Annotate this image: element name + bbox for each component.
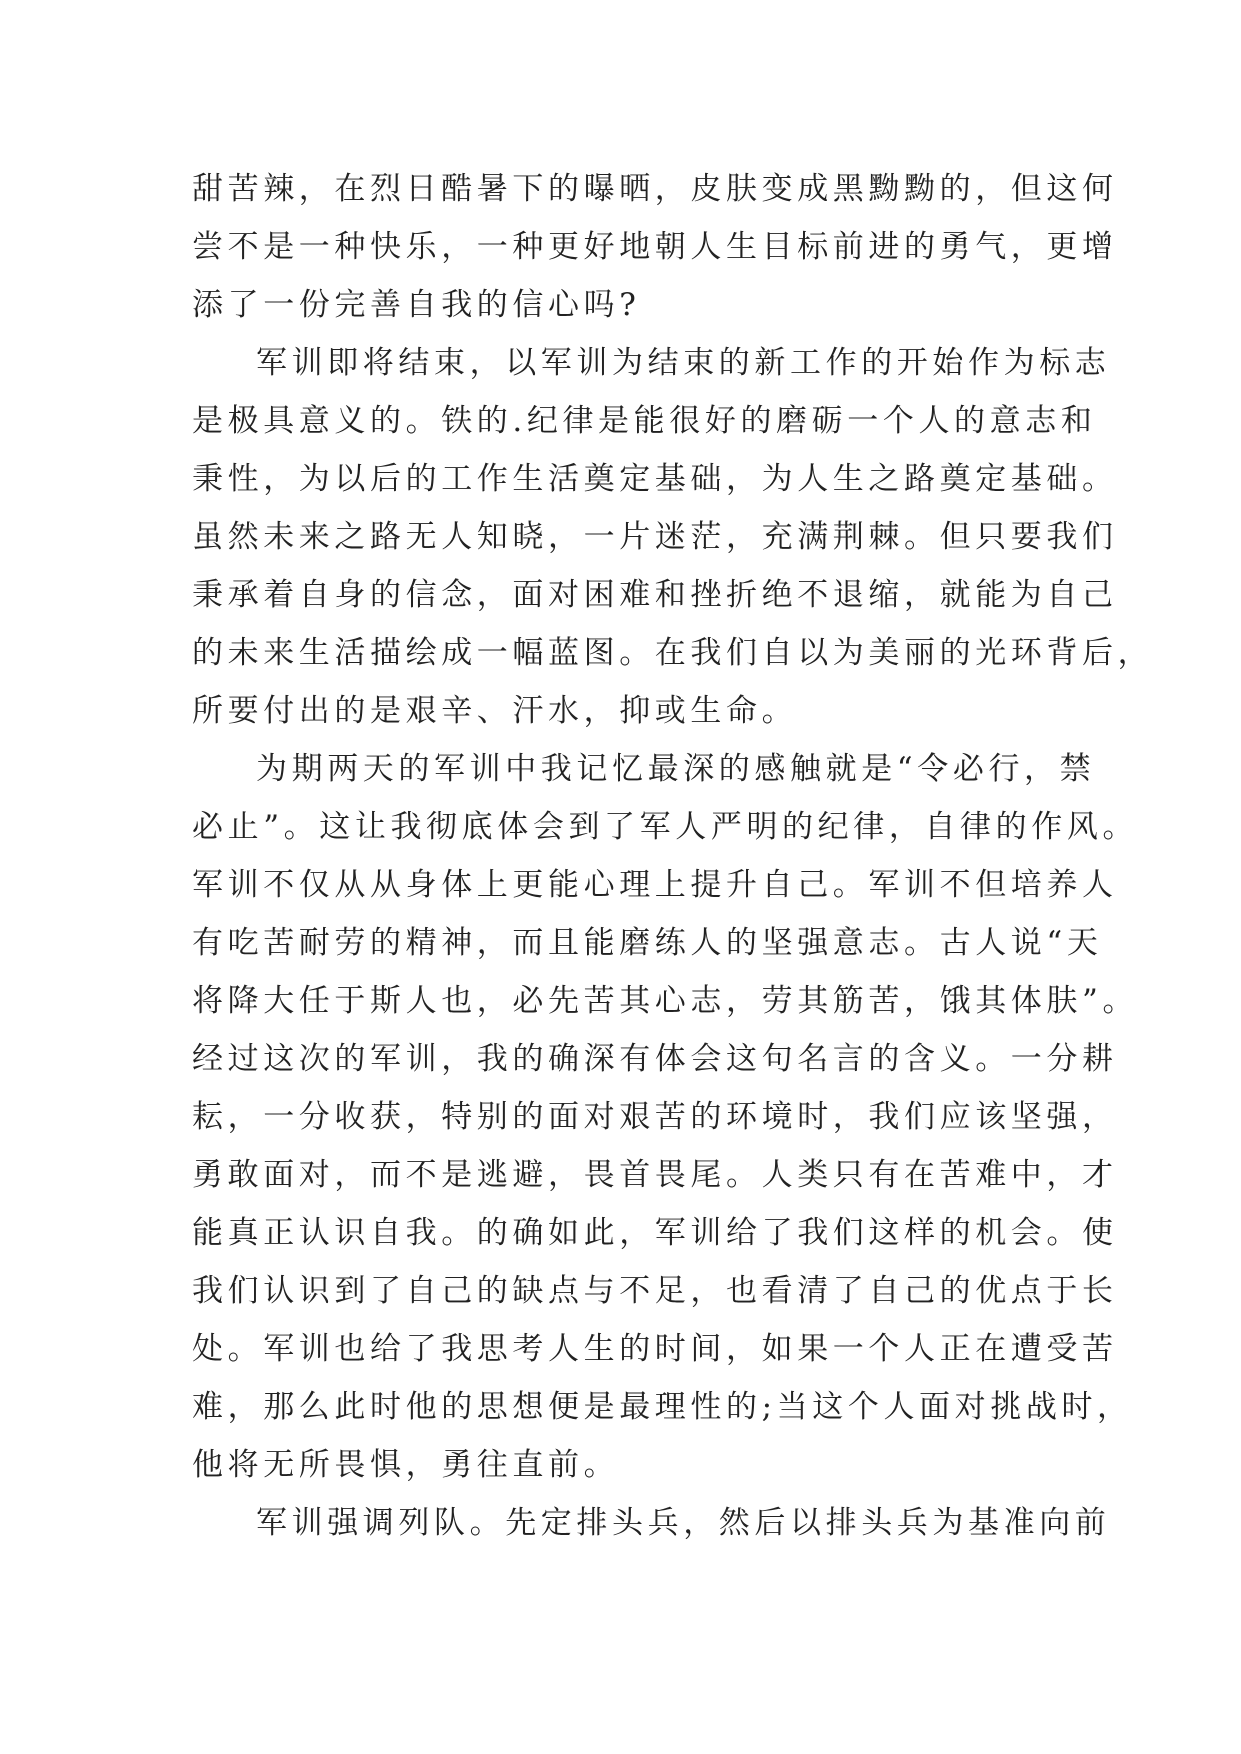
text-line: 经过这次的军训，我的确深有体会这句名言的含义。一分耕 bbox=[192, 1041, 1118, 1077]
text-line: 能真正认识自我。的确如此，军训给了我们这样的机会。使 bbox=[192, 1215, 1118, 1251]
text-line: 将降大任于斯人也，必先苦其心志，劳其筋苦，饿其体肤”。 bbox=[192, 983, 1139, 1019]
text-line: 勇敢面对，而不是逃避，畏首畏尾。人类只有在苦难中，才 bbox=[192, 1157, 1118, 1193]
text-line: 甜苦辣，在烈日酷暑下的曝晒，皮肤变成黑黝黝的，但这何 bbox=[192, 171, 1118, 207]
text-line: 必止”。这让我彻底体会到了军人严明的纪律，自律的作风。 bbox=[192, 809, 1139, 845]
text-line: 耘，一分收获，特别的面对艰苦的环境时，我们应该坚强， bbox=[192, 1099, 1118, 1135]
text-line: 有吃苦耐劳的精神，而且能磨练人的坚强意志。古人说“天 bbox=[192, 925, 1103, 961]
paragraph-first-line: 为期两天的军训中我记忆最深的感触就是“令必行，禁 bbox=[256, 751, 1096, 787]
paragraph-first-line: 军训即将结束，以军训为结束的新工作的开始作为标志 bbox=[256, 345, 1111, 381]
text-line: 所要付出的是艰辛、汗水，抑或生命。 bbox=[192, 693, 798, 729]
text-line: 是极具意义的。铁的.纪律是能很好的磨砺一个人的意志和 bbox=[192, 403, 1097, 439]
body-text bbox=[192, 160, 1154, 1552]
text-line: 秉承着自身的信念，面对困难和挫折绝不退缩，就能为自己 bbox=[192, 577, 1118, 613]
text-line: 尝不是一种快乐，一种更好地朝人生目标前进的勇气，更增 bbox=[192, 229, 1118, 265]
text-line: 军训不仅从从身体上更能心理上提升自己。军训不但培养人 bbox=[192, 867, 1118, 903]
paragraph-first-line: 军训强调列队。先定排头兵，然后以排头兵为基准向前 bbox=[256, 1505, 1111, 1541]
text-line: 难，那么此时他的思想便是最理性的;当这个人面对挑战时， bbox=[192, 1389, 1133, 1425]
text-line: 他将无所畏惧，勇往直前。 bbox=[192, 1447, 620, 1483]
text-line: 处。军训也给了我思考人生的时间，如果一个人正在遭受苦 bbox=[192, 1331, 1118, 1367]
text-line: 添了一份完善自我的信心吗? bbox=[192, 287, 641, 323]
text-line: 我们认识到了自己的缺点与不足，也看清了自己的优点于长 bbox=[192, 1273, 1118, 1309]
text-line: 虽然未来之路无人知晓，一片迷茫，充满荆棘。但只要我们 bbox=[192, 519, 1118, 555]
text-line: 的未来生活描绘成一幅蓝图。在我们自以为美丽的光环背后， bbox=[192, 635, 1154, 671]
text-line: 秉性，为以后的工作生活奠定基础，为人生之路奠定基础。 bbox=[192, 461, 1118, 497]
